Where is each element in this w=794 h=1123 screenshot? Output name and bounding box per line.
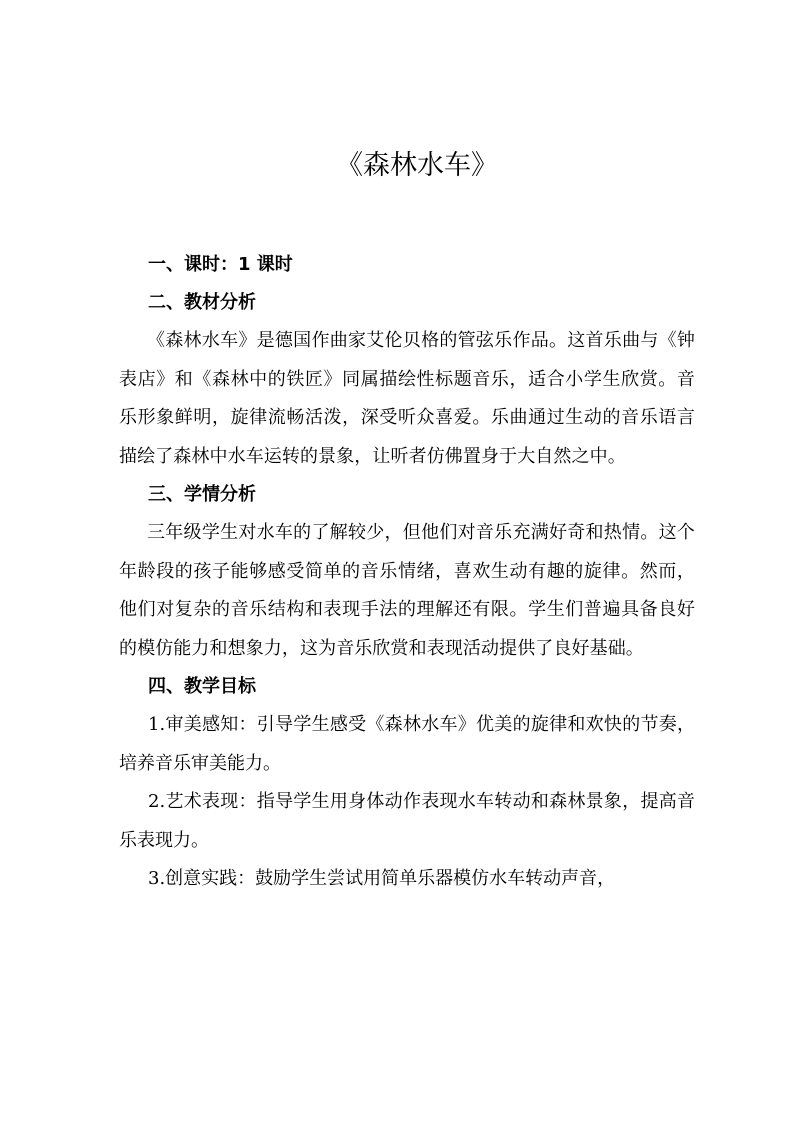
- document-title: 《森林水车》: [336, 150, 498, 181]
- goal-item-creative: 3.创意实践：鼓励学生尝试用简单乐器模仿水车转动声音，: [148, 868, 616, 889]
- goal-item-aesthetic: 1.审美感知：引导学生感受《森林水车》优美的旋律和欢快的节奏，培养音乐审美能力。: [119, 714, 695, 774]
- student-analysis-paragraph: 三年级学生对水车的了解较少，但他们对音乐充满好奇和热情。这个年龄段的孩子能够感受简单的音乐情绪，喜欢生动有趣的旋律。然而，他们对复杂的音乐结构和表现手法的理解还有限。学生们普遍具备良好的模仿能力和想象力，这为音乐欣赏和表现活动提供了良好基础。: [119, 522, 695, 659]
- section-heading-class-hours: 一、课时：1 课时: [148, 254, 293, 275]
- section-heading-student-analysis: 三、学情分析: [148, 484, 256, 505]
- section-heading-material-analysis: 二、教材分析: [148, 292, 256, 313]
- goal-item-expression: 2.艺术表现：指导学生用身体动作表现水车转动和森林景象，提高音乐表现力。: [119, 791, 695, 851]
- section-heading-teaching-goals: 四、教学目标: [148, 676, 256, 697]
- material-analysis-paragraph: 《森林水车》是德国作曲家艾伦贝格的管弦乐作品。这首乐曲与《钟表店》和《森林中的铁匠》同属描绘性标题音乐，适合小学生欣赏。音乐形象鲜明，旋律流畅活泼，深受听众喜爱。乐曲通过生动的音乐语言描绘了森林中水车运转的景象，让听者仿佛置身于大自然之中。: [119, 330, 695, 467]
